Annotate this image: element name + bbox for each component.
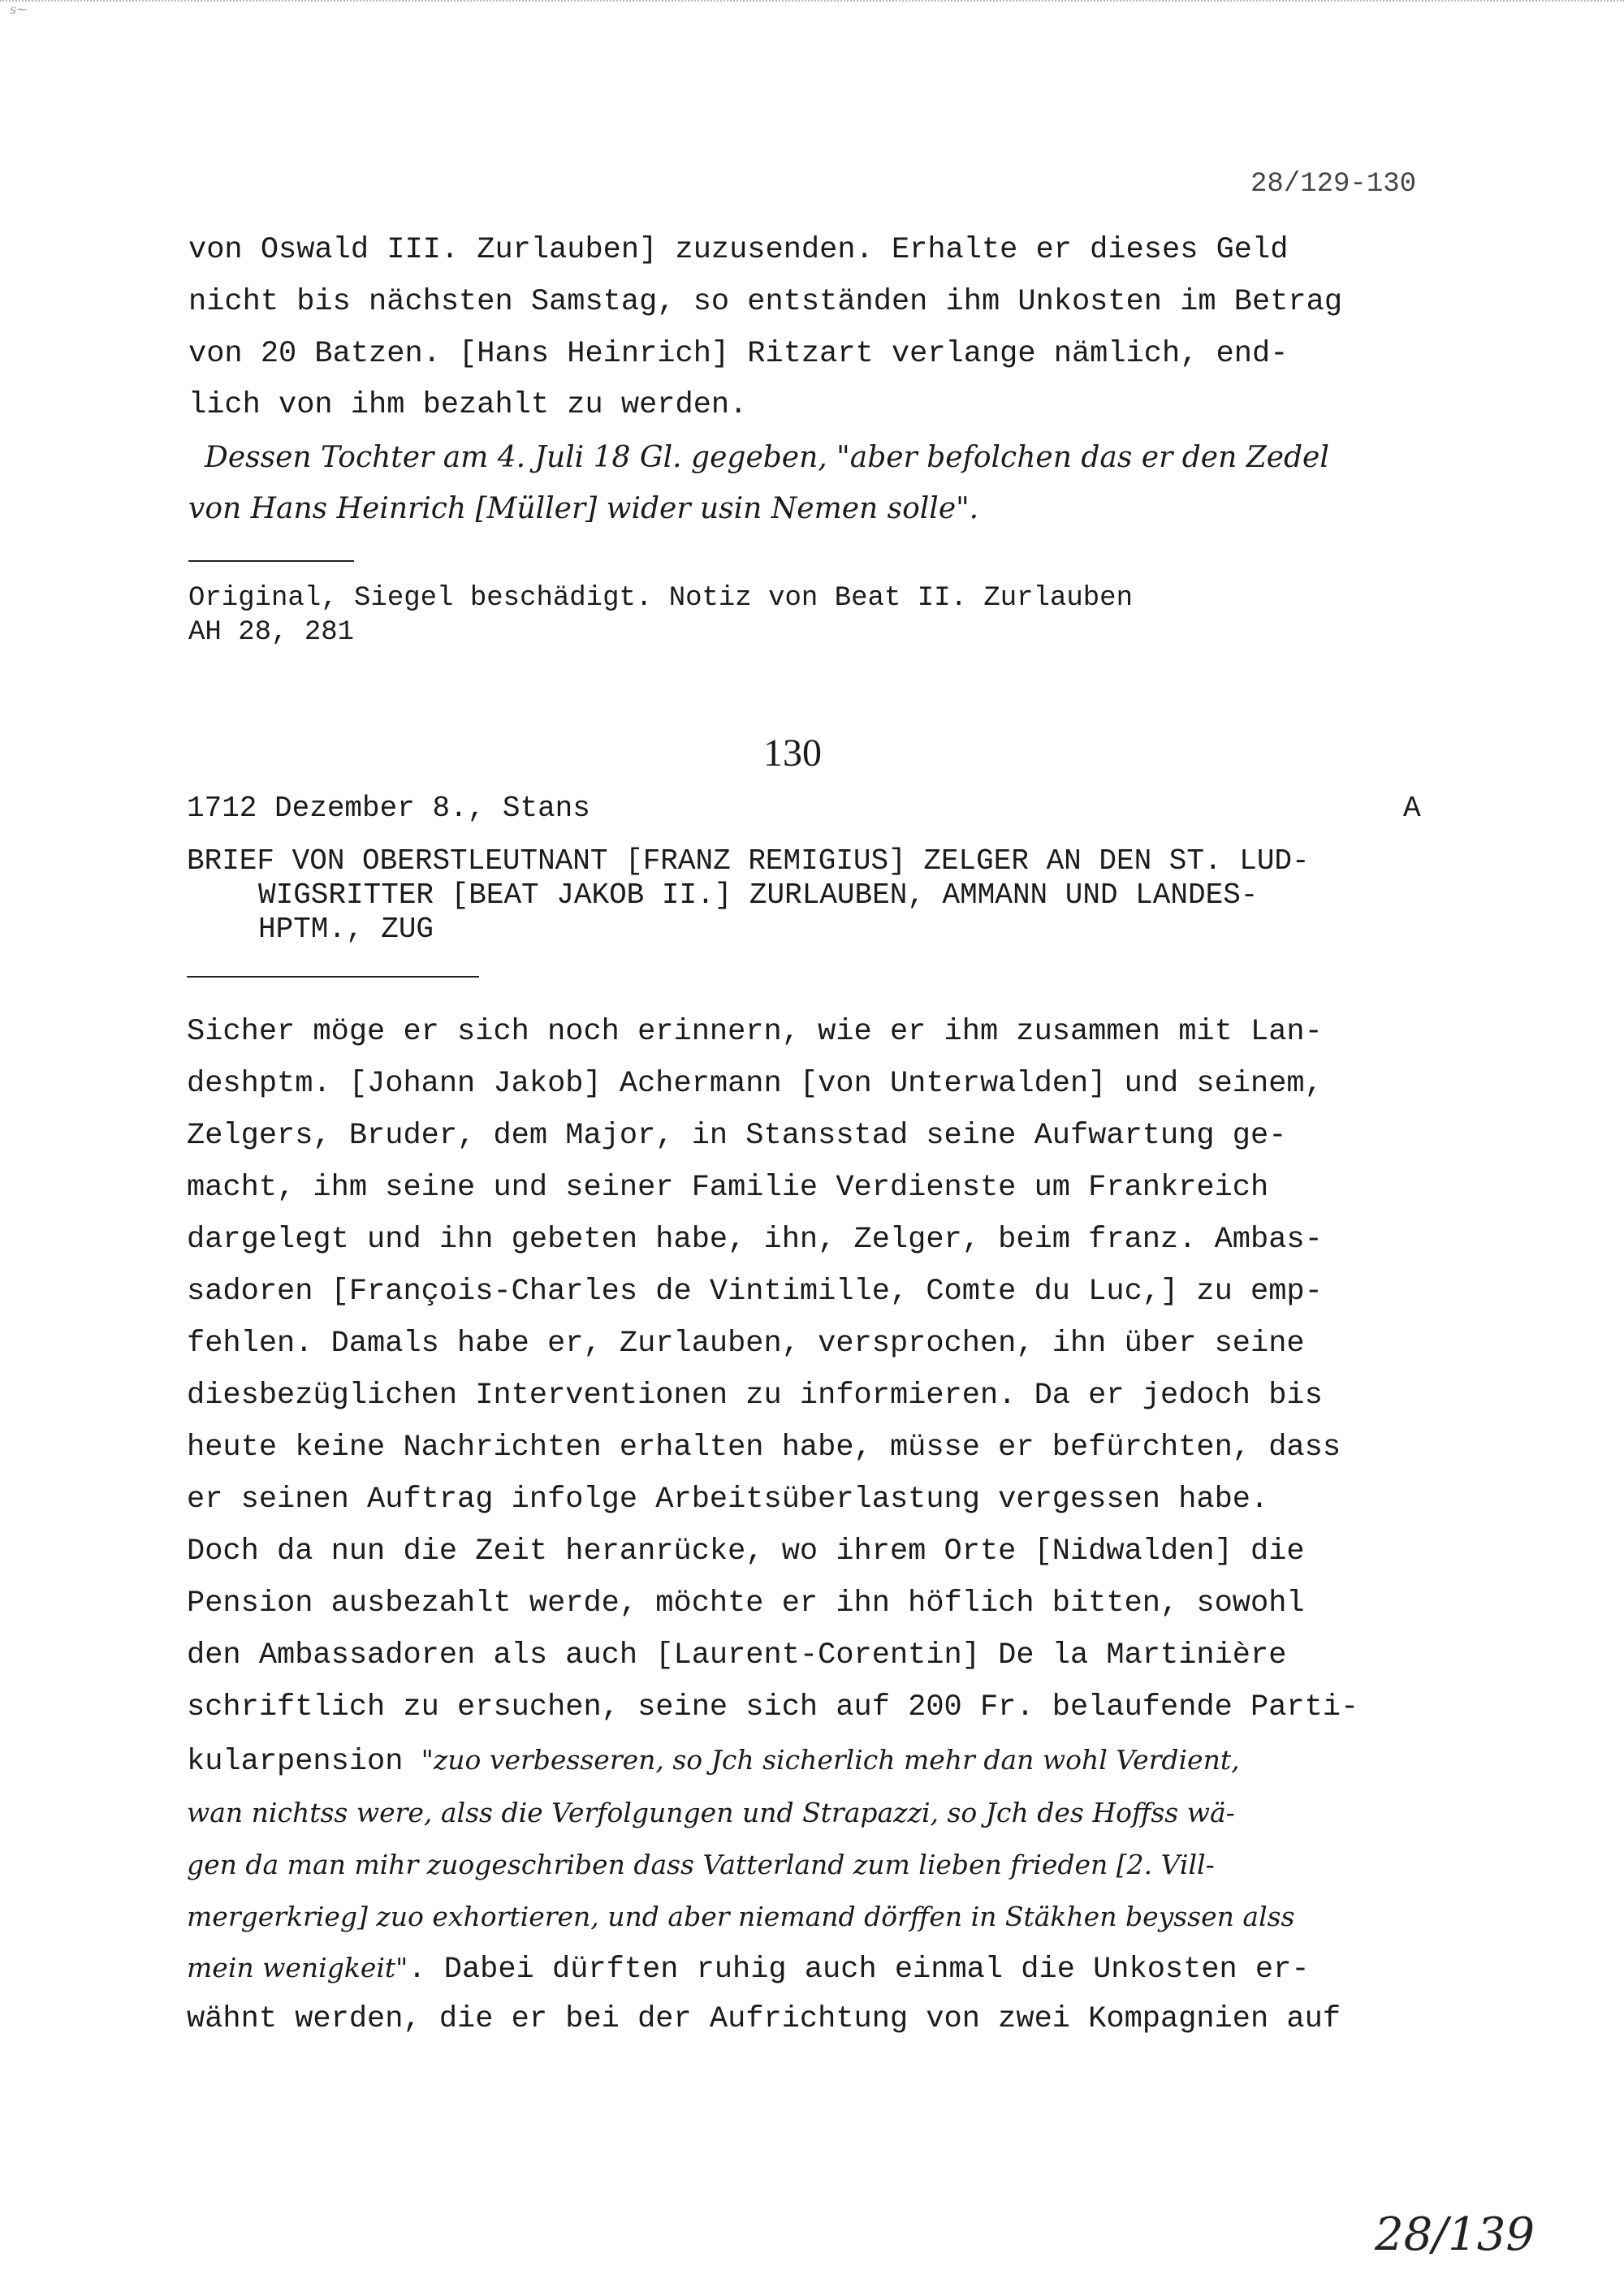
body-line: deshptm. [Johann Jakob] Achermann [von Unterwalden] und seinem, (187, 1067, 1323, 1101)
handwritten-note-line: Dessen Tochter am 4. Juli 18 Gl. gegeben, "aber befolchen das er den Zedel (205, 441, 1329, 474)
page-reference: 28/129-130 (1250, 169, 1417, 200)
title-rule (187, 976, 479, 978)
entry-class: A (1403, 792, 1421, 825)
body-text-span: . Dabei dürften ruhig auch einmal die Unkosten er- (408, 1953, 1310, 1987)
quotation-span: "zuo verbesseren, so Jch sicherlich mehr dan wohl Verdient, (421, 1744, 1240, 1776)
body-line: macht, ihm seine und seiner Familie Verdienste um Frankreich (187, 1171, 1269, 1205)
quotation-line: wan nichtss were, alss die Verfolgungen und Strapazzi, so Jch des Hoffss wä- (187, 1797, 1235, 1828)
body-line: heute keine Nachrichten erhalten habe, müsse er befürchten, dass (187, 1431, 1341, 1465)
archive-mark: 28/139 (1374, 2208, 1535, 2261)
body-line: wähnt werden, die er bei der Aufrichtung von zwei Kompagnien auf (187, 2002, 1341, 2036)
body-text-span: kularpension (187, 1745, 421, 1779)
prev-line: von Oswald III. Zurlauben] zuzusenden. Erhalte er dieses Geld (188, 233, 1289, 267)
source-note-line: AH 28, 281 (188, 617, 355, 648)
scan-top-edge (0, 0, 1624, 2)
quotation-span: mein wenigkeit" (187, 1952, 408, 1983)
body-line: den Ambassadoren als auch [Laurent-Corentin] De la Martinière (187, 1638, 1287, 1673)
prev-line: lich von ihm bezahlt zu werden. (188, 388, 748, 422)
body-line: fehlen. Damals habe er, Zurlauben, versprochen, ihn über seine (187, 1327, 1305, 1361)
body-line: Sicher möge er sich noch erinnern, wie er ihm zusammen mit Lan- (187, 1015, 1323, 1049)
mixed-quote-line (187, 1742, 1240, 1779)
scan-corner-mark: s~ (10, 2, 28, 17)
entry-title-line: WIGSRITTER [BEAT JAKOB II.] ZURLAUBEN, AMMANN UND LANDES- (258, 878, 1259, 912)
prev-line: nicht bis nächsten Samstag, so entständen ihm Unkosten im Betrag (188, 285, 1343, 319)
quotation-line: mergerkrieg] zuo exhortieren, und aber niemand dörffen in Stäkhen beyssen alss (187, 1901, 1295, 1932)
body-line: sadoren [François-Charles de Vintimille, Comte du Luc,] zu emp- (187, 1275, 1323, 1309)
body-line: Pension ausbezahlt werde, möchte er ihn höflich bitten, sowohl (187, 1586, 1305, 1621)
quotation-line: gen da man mihr zuogeschriben dass Vatterland zum lieben frieden [2. Vill- (187, 1849, 1215, 1880)
body-line: Doch da nun die Zeit heranrücke, wo ihrem Orte [Nidwalden] die (187, 1534, 1305, 1569)
body-line: er seinen Auftrag infolge Arbeitsüberlastung vergessen habe. (187, 1483, 1269, 1517)
body-line: diesbezüglichen Interventionen zu informieren. Da er jedoch bis (187, 1379, 1323, 1413)
body-line: schriftlich zu ersuchen, seine sich auf 200 Fr. belaufende Parti- (187, 1690, 1359, 1724)
body-line: dargelegt und ihn gebeten habe, ihn, Zelger, beim franz. Ambas- (187, 1223, 1323, 1257)
mixed-quote-line (187, 1950, 1310, 1987)
prev-line: von 20 Batzen. [Hans Heinrich] Ritzart verlange nämlich, end- (188, 337, 1289, 371)
separator-rule (188, 560, 354, 562)
handwritten-note-line: von Hans Heinrich [Müller] wider usin Nemen solle". (188, 492, 979, 525)
entry-title-line: HPTM., ZUG (258, 913, 434, 946)
entry-number: 130 (763, 732, 822, 775)
entry-date-place: 1712 Dezember 8., Stans (187, 792, 590, 825)
body-line: Zelgers, Bruder, dem Major, in Stansstad seine Aufwartung ge- (187, 1119, 1287, 1153)
source-note-line: Original, Siegel beschädigt. Notiz von Beat II. Zurlauben (188, 583, 1133, 614)
entry-title-line: BRIEF VON OBERSTLEUTNANT [FRANZ REMIGIUS] ZELGER AN DEN ST. LUD- (187, 844, 1310, 878)
